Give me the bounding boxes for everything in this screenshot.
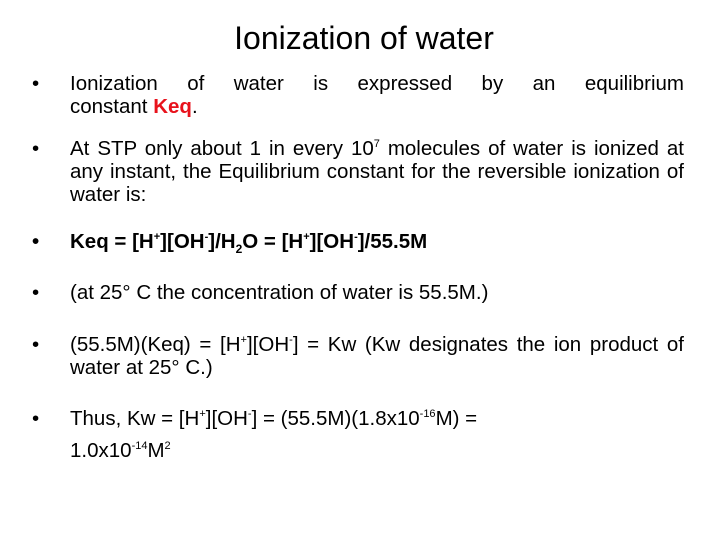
superscript: - <box>354 231 358 244</box>
bullet-item-keq-equation <box>32 230 684 257</box>
bullet-line <box>70 72 684 95</box>
bullet-text: ][OH <box>246 333 290 356</box>
bullet-text: Thus, Kw = [H <box>70 407 200 430</box>
bullet-item-kw-value <box>32 407 684 462</box>
subscript: 2 <box>235 242 243 257</box>
superscript: + <box>199 408 206 421</box>
equation-text: ]/H <box>208 230 236 253</box>
equation-text: O = [H <box>242 230 304 253</box>
bullet-text: ] = Kw (Kw designates the ion product of water at 25° C.) <box>70 333 684 379</box>
bullet-text: 1.0x10 <box>70 439 132 462</box>
slide-title: Ionization of water <box>234 20 494 56</box>
equation-text: ]/55.5M <box>357 230 428 253</box>
keq-highlight: Keq <box>153 95 192 118</box>
bullet-item-stp <box>32 137 684 206</box>
bullet-icon: • <box>32 137 40 160</box>
bullet-text: At STP only about 1 in every 10 <box>70 137 374 160</box>
superscript: 7 <box>373 138 380 151</box>
bullet-icon: • <box>32 281 40 304</box>
bullet-icon: • <box>32 72 40 95</box>
equation-text: ][OH <box>309 230 355 253</box>
bullet-icon: • <box>32 333 40 356</box>
bullet-text: ] = (55.5M)(1.8x10 <box>251 407 420 430</box>
superscript: + <box>153 231 161 244</box>
bullet-text: Ionization of water is expressed by an equilibrium <box>70 72 684 95</box>
superscript: 2 <box>164 440 171 453</box>
bullet-text: M <box>147 439 165 462</box>
bullet-line <box>70 407 684 430</box>
bullet-text: (55.5M)(Keq) = [H <box>70 333 241 356</box>
superscript: -16 <box>419 408 436 421</box>
bullet-text: ][OH <box>205 407 248 430</box>
bullet-text: molecules of water is ionized at any instant, the Equilibrium constant for the reversible ionization of water is: <box>70 137 684 206</box>
bullet-item-keq-intro <box>32 72 684 118</box>
bullet-line <box>70 95 684 118</box>
bullet-text: M) = <box>435 407 478 430</box>
bullet-item-concentration <box>32 281 684 304</box>
superscript: - <box>247 408 252 421</box>
superscript: - <box>204 231 209 244</box>
bullet-text: . <box>191 95 198 118</box>
bullet-list <box>32 72 684 462</box>
bullet-icon: • <box>32 407 40 430</box>
superscript: - <box>289 334 293 347</box>
bullet-text: constant <box>70 95 154 118</box>
equation-text: ][OH <box>160 230 205 253</box>
superscript: + <box>303 231 310 244</box>
superscript: + <box>240 334 247 347</box>
superscript: -14 <box>131 440 148 453</box>
bullet-line <box>70 439 684 462</box>
bullet-item-kw <box>32 333 684 379</box>
bullet-text: (at 25° C the concentration of water is 55.5M.) <box>70 281 489 304</box>
bullet-icon: • <box>32 230 40 253</box>
equation-text: Keq = [H <box>70 230 154 253</box>
